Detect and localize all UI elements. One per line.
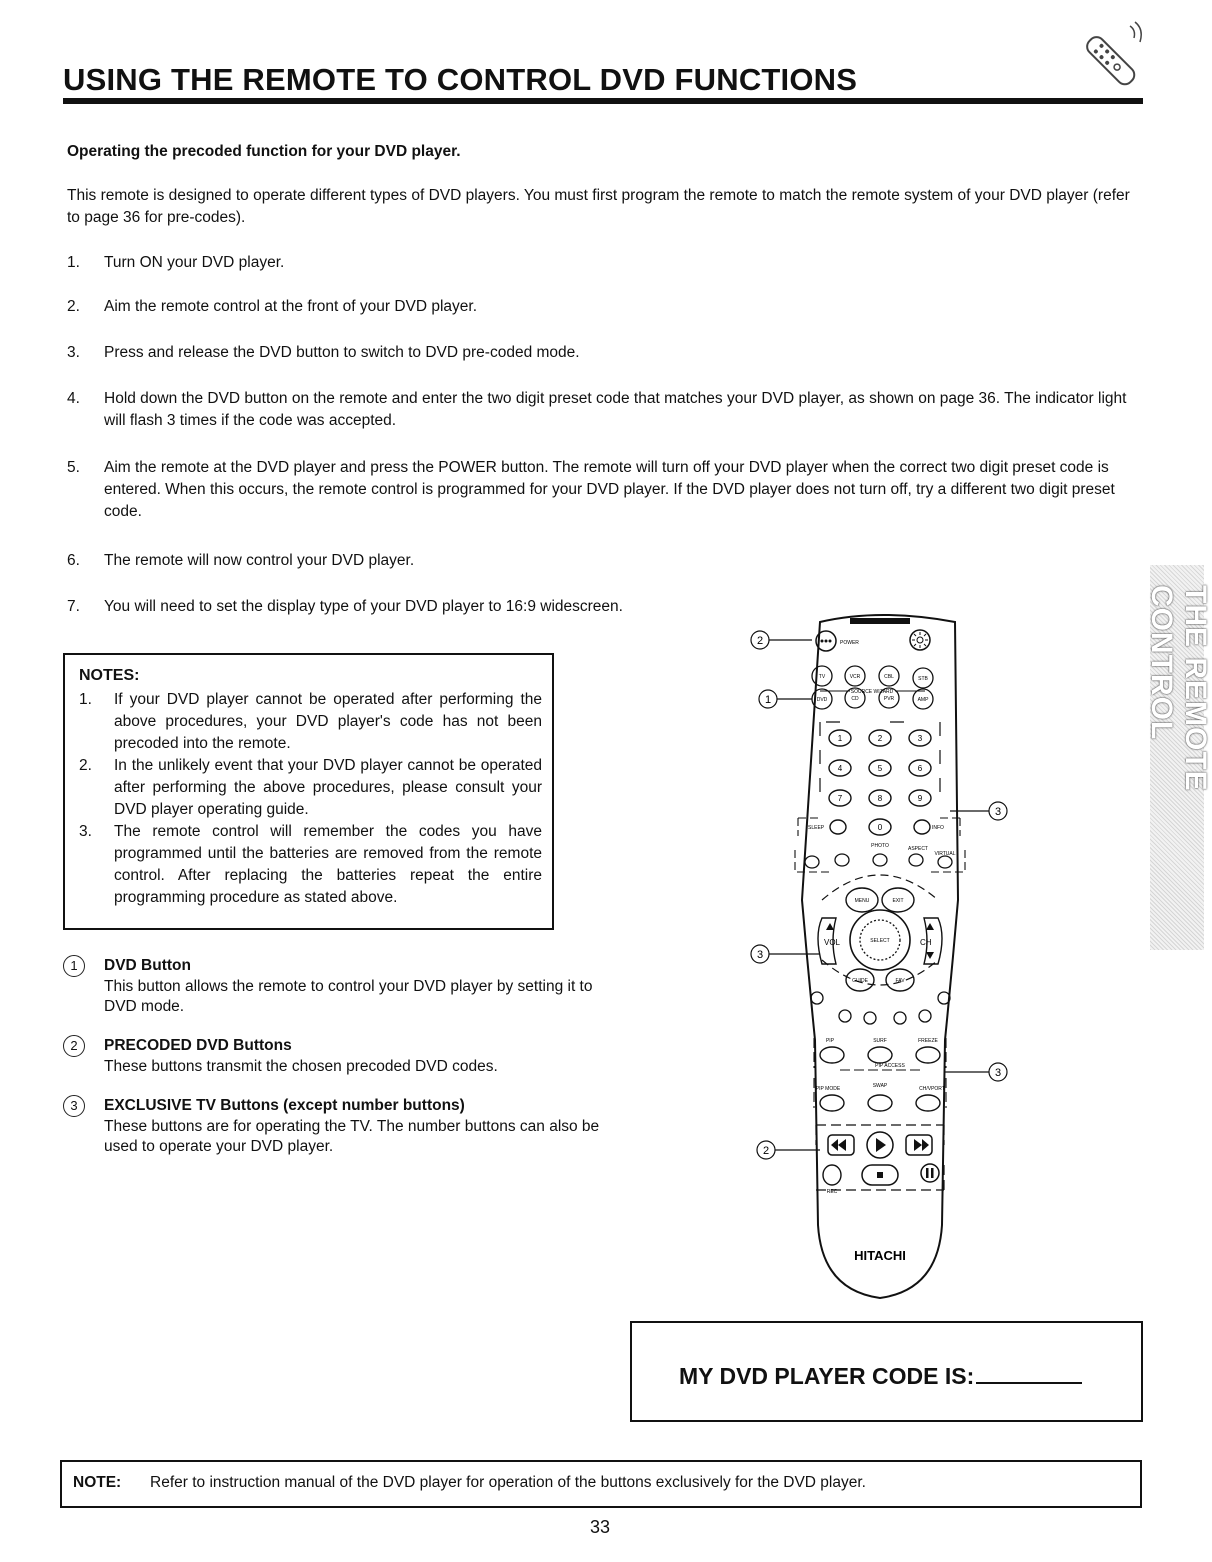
side-tab-label: THE REMOTE CONTROL bbox=[1145, 585, 1212, 792]
footer-note-box bbox=[60, 1460, 1142, 1508]
legend-text: This button allows the remote to control your DVD player by setting it to DVD mode. bbox=[104, 978, 593, 1015]
note-item bbox=[79, 821, 542, 909]
note-text: In the unlikely event that your DVD player cannot be operated after performing the above procedures, please consult your DVD player operating guide. bbox=[114, 757, 542, 818]
svg-text:VOL: VOL bbox=[824, 938, 841, 947]
svg-text:0: 0 bbox=[877, 823, 883, 832]
svg-text:SWAP: SWAP bbox=[872, 1083, 888, 1089]
svg-text:FAV: FAV bbox=[895, 978, 905, 984]
step-number: 7. bbox=[67, 598, 80, 615]
callout-3-numbers bbox=[950, 802, 1007, 820]
callout-label: 2 bbox=[756, 635, 764, 647]
footer-note-text: Refer to instruction manual of the DVD player for operation of the buttons exclusively for the DVD player. bbox=[150, 1474, 866, 1491]
callout-number-3: 3 bbox=[63, 1095, 85, 1117]
note-text: The remote control will remember the codes you have programmed until the batteries are removed from the remote control. After replacing the batteries repeat the entire programming procedure as stated above. bbox=[114, 823, 542, 906]
svg-text:CD: CD bbox=[851, 696, 859, 702]
footer-note-label: NOTE: bbox=[73, 1474, 122, 1491]
page-number: 33 bbox=[590, 1517, 611, 1537]
title-rule bbox=[63, 98, 1143, 104]
page-title: USING THE REMOTE TO CONTROL DVD FUNCTIONS bbox=[63, 62, 858, 97]
svg-text:SELECT: SELECT bbox=[870, 938, 890, 944]
svg-text:9: 9 bbox=[917, 794, 923, 803]
svg-text:CH/VPORT: CH/VPORT bbox=[919, 1086, 945, 1092]
dvd-code-box bbox=[630, 1321, 1143, 1422]
step-number: 5. bbox=[67, 459, 80, 476]
callout-label: 3 bbox=[994, 1067, 1002, 1079]
note-number: 1. bbox=[79, 691, 92, 708]
note-text: If your DVD player cannot be operated after performing the above procedures, your DVD player's code has not been precoded into the remote. bbox=[114, 691, 542, 752]
svg-text:5: 5 bbox=[877, 764, 883, 773]
svg-text:1: 1 bbox=[837, 734, 843, 743]
source-wizard-label: SOURCE WIZARD bbox=[850, 689, 894, 695]
step-text: Press and release the DVD button to switch to DVD pre-coded mode. bbox=[104, 344, 580, 361]
svg-text:TV: TV bbox=[818, 674, 826, 680]
callout-1 bbox=[759, 690, 812, 708]
power-label: POWER bbox=[840, 640, 859, 646]
svg-text:DVD: DVD bbox=[816, 697, 828, 703]
svg-text:INFO: INFO bbox=[932, 825, 944, 831]
callout-label: 3 bbox=[994, 806, 1002, 818]
svg-text:2: 2 bbox=[877, 734, 883, 743]
note-item bbox=[79, 755, 542, 821]
notes-title: NOTES: bbox=[79, 667, 140, 684]
note-number: 2. bbox=[79, 757, 92, 774]
dvd-code-text: MY DVD PLAYER CODE IS: bbox=[679, 1363, 975, 1389]
callout-number-1: 1 bbox=[63, 955, 85, 977]
intro-paragraph: This remote is designed to operate different types of DVD players. You must first program the remote to match the remote system of your DVD player (refer to page 36 for pre-codes). bbox=[67, 187, 1130, 226]
svg-text:8: 8 bbox=[877, 794, 883, 803]
svg-text:REC: REC bbox=[826, 1189, 838, 1195]
dvd-code-label bbox=[679, 1363, 1082, 1390]
code-blank-line bbox=[976, 1366, 1082, 1384]
step-text: Turn ON your DVD player. bbox=[104, 254, 285, 271]
svg-text:3: 3 bbox=[917, 734, 923, 743]
legend-heading: EXCLUSIVE TV Buttons (except number buttons) bbox=[104, 1097, 465, 1114]
legend-heading: PRECODED DVD Buttons bbox=[104, 1037, 292, 1054]
step-text: Aim the remote control at the front of your DVD player. bbox=[104, 298, 478, 315]
remote-control-icon bbox=[1068, 18, 1152, 102]
callout-label: 2 bbox=[762, 1145, 770, 1157]
svg-text:CBL: CBL bbox=[884, 674, 894, 680]
callout-2-transport bbox=[757, 1141, 820, 1159]
step-number: 3. bbox=[67, 344, 80, 361]
svg-text:4: 4 bbox=[837, 764, 843, 773]
step-number: 6. bbox=[67, 552, 80, 569]
callout-label: 1 bbox=[764, 694, 772, 706]
svg-text:VCR: VCR bbox=[849, 674, 861, 680]
legend-heading: DVD Button bbox=[104, 957, 191, 974]
remote-body bbox=[802, 615, 958, 1298]
note-number: 3. bbox=[79, 823, 92, 840]
svg-text:PIP MODE: PIP MODE bbox=[815, 1086, 841, 1092]
callout-label: 3 bbox=[756, 949, 764, 961]
note-item bbox=[79, 689, 542, 755]
svg-text:PIP: PIP bbox=[825, 1038, 835, 1044]
callout-2-top bbox=[751, 631, 812, 649]
brand-logo: HITACHI bbox=[854, 1248, 906, 1263]
svg-text:EXIT: EXIT bbox=[892, 898, 904, 904]
svg-text:MENU: MENU bbox=[854, 898, 870, 904]
step-text: You will need to set the display type of your DVD player to 16:9 widescreen. bbox=[104, 598, 623, 615]
svg-text:STB: STB bbox=[918, 676, 928, 682]
svg-text:VIRTUAL: VIRTUAL bbox=[934, 851, 956, 857]
callout-3-pip bbox=[945, 1063, 1007, 1081]
step-text: The remote will now control your DVD player. bbox=[104, 552, 415, 569]
svg-text:PHOTO: PHOTO bbox=[871, 843, 889, 849]
svg-text:SLEEP: SLEEP bbox=[808, 825, 825, 831]
step-number: 1. bbox=[67, 254, 80, 271]
svg-text:GUIDE: GUIDE bbox=[852, 978, 868, 984]
svg-text:ASPECT: ASPECT bbox=[907, 846, 929, 852]
step-number: 4. bbox=[67, 390, 80, 407]
svg-text:SURF: SURF bbox=[873, 1038, 887, 1044]
remote-illustration bbox=[740, 600, 1020, 1305]
section-subheading: Operating the precoded function for your DVD player. bbox=[67, 143, 461, 160]
step-number: 2. bbox=[67, 298, 80, 315]
step-text: Hold down the DVD button on the remote and enter the two digit preset code that matches your DVD player, as shown on page 36. The indicator light will flash 3 times if the code was accepted. bbox=[104, 390, 1127, 429]
legend-text: These buttons transmit the chosen precoded DVD codes. bbox=[104, 1058, 498, 1075]
notes-box bbox=[63, 653, 554, 930]
svg-text:AMP: AMP bbox=[917, 697, 929, 703]
svg-text:PVR: PVR bbox=[883, 696, 895, 702]
svg-text:PIP ACCESS: PIP ACCESS bbox=[875, 1063, 905, 1069]
callout-number-2: 2 bbox=[63, 1035, 85, 1057]
legend-text: These buttons are for operating the TV. The number buttons can also be used to operate your DVD player. bbox=[104, 1118, 600, 1155]
svg-text:7: 7 bbox=[837, 794, 843, 803]
svg-text:CH: CH bbox=[920, 938, 932, 947]
step-text: Aim the remote at the DVD player and press the POWER button. The remote will turn off your DVD player when the correct two digit preset code is entered. When this occurs, the remote control is programmed for your DVD player. If the DVD player does not turn off, try a different two digit preset code. bbox=[104, 459, 1115, 520]
svg-text:6: 6 bbox=[917, 764, 923, 773]
svg-text:FREEZE: FREEZE bbox=[918, 1038, 938, 1044]
